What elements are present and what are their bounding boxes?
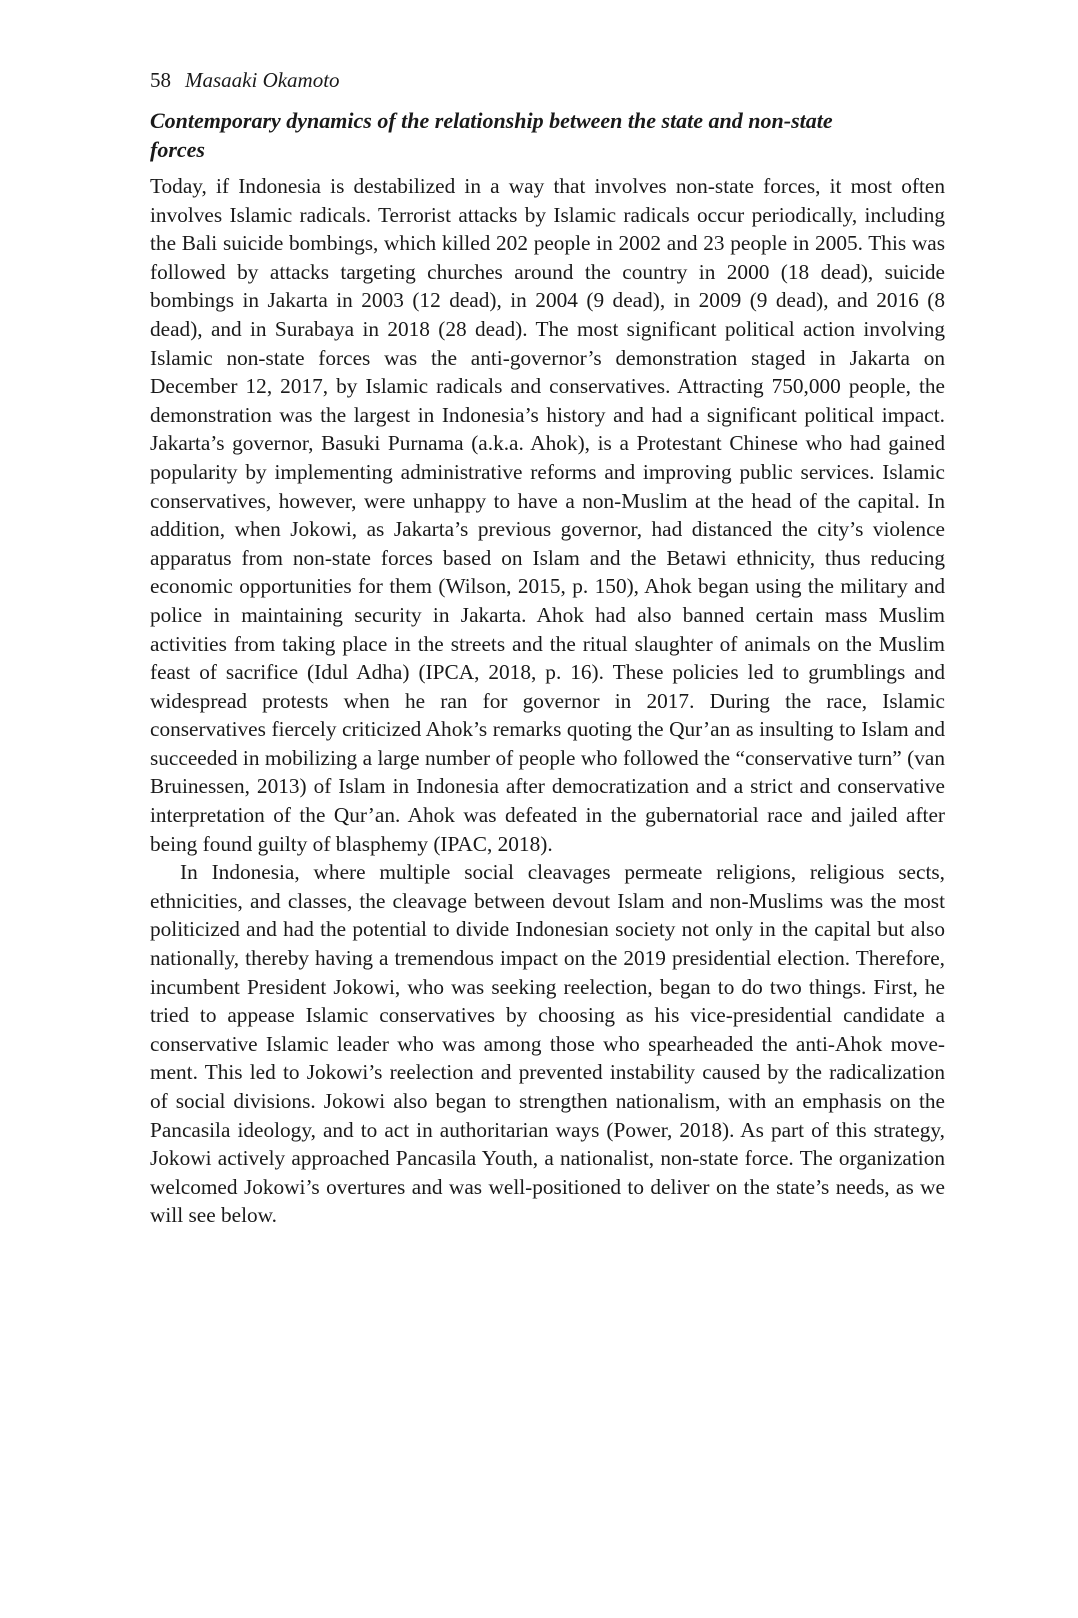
body-paragraph-1: Today, if Indonesia is destabilized in a way that involves non-state forces, it most often involves Islamic radicals. Terrorist attacks by Islamic radicals occur periodically, including the Bali suicide bombings, which killed 202 people in 2002 and 23 people in 2005. This was followed by attacks targeting churches around the country in 2000 (18 dead), suicide bombings in Jakarta in 2003 (12 dead), in 2004 (9 dead), in 2009 (9 dead), and 2016 (8 dead), and in Surabaya in 2018 (28 dead). The most significant political action involving Islamic non-state forces was the anti-governor’s demonstration staged in Jakarta on December 12, 2017, by Islamic radicals and conservatives. Attracting 750,000 people, the demonstration was the largest in Indonesia’s history and had a significant political impact. Jakarta’s governor, Basuki Purnama (a.k.a. Ahok), is a Protestant Chinese who had gained popularity by implementing administrative reforms and improving public services. Islamic conservatives, however, were unhappy to have a non-Muslim at the head of the capital. In addition, when Jokowi, as Jakarta’s previous governor, had distanced the city’s violence apparatus from non-state forces based on Islam and the Betawi ethnicity, thus reducing economic opportunities for them (Wilson, 2015, p. 150), Ahok began using the military and police in maintaining security in Jakarta. Ahok had also banned certain mass Muslim activities from taking place in the streets and the ritual slaughter of animals on the Muslim feast of sacrifice (Idul Adha) (IPCA, 2018, p. 16). These policies led to grumblings and widespread protests when he ran for governor in 2017. During the race, Islamic conservatives fiercely criticized Ahok’s remarks quoting the Qur’an as insulting to Islam and succeeded in mobilizing a large number of people who followed the “conservative turn” (van Bruinessen, 2013) of Islam in Indonesia after democratization and a strict and conservative interpretation of the Qur’an. Ahok was defeated in the gubernatorial race and jailed after being found guilty of blasphemy (IPAC, 2018). bbox=[150, 174, 945, 856]
page-number: 58 bbox=[150, 68, 171, 92]
running-head-author: Masaaki Okamoto bbox=[185, 68, 340, 92]
body-paragraph-2: In Indonesia, where multiple social cleavages permeate religions, religious sects, ethnicities, and classes, the cleavage between devout Islam and non-Muslims was the most politicized and had the potential to divide Indonesian society not only in the capital but also nationally, thereby having a tremendous impact on the 2019 presidential election. Therefore, incumbent President Jokowi, who was seeking reelection, began to do two things. First, he tried to appease Islamic conservatives by choosing as his vice-presidential candidate a conservative Islamic leader who was among those who spearheaded the anti-Ahok movement. This led to Jokowi’s reelection and prevented instability caused by the radicalization of social divisions. Jokowi also began to strengthen nationalism, with an emphasis on the Pancasila ideology, and to act in authoritarian ways (Power, 2018). As part of this strategy, Jokowi actively approached Pancasila Youth, a nationalist, non-state force. The organization welcomed Jokowi’s overtures and was well-positioned to deliver on the state’s needs, as we will see below. bbox=[150, 860, 945, 1228]
running-head bbox=[150, 66, 945, 94]
book-page bbox=[150, 66, 945, 1230]
section-heading: Contemporary dynamics of the relationship between the state and non-state forces bbox=[150, 108, 833, 162]
